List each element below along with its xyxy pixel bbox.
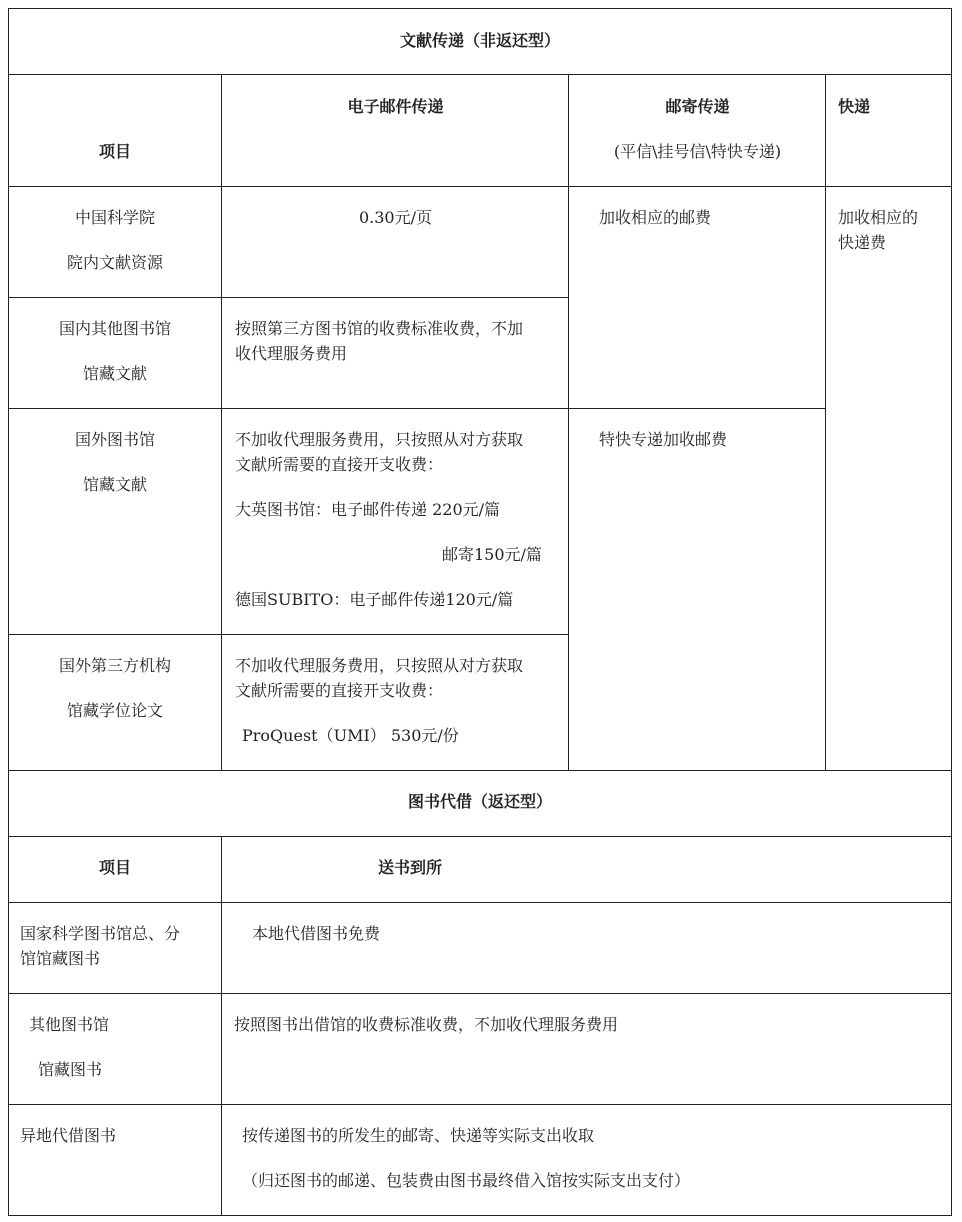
header-mail-delivery: 邮寄传递 bbox=[665, 97, 730, 116]
row-cas-email-fee: 0.30元/页 bbox=[358, 208, 433, 227]
express-fee-cont: 快递费 bbox=[838, 233, 887, 252]
header-express: 快递 bbox=[838, 97, 871, 116]
border bbox=[8, 186, 952, 187]
row-foreign-subito: 德国SUBITO：电子邮件传递120元/篇 bbox=[235, 590, 514, 609]
border bbox=[8, 770, 952, 771]
loan-row-remote-item: 异地代借图书 bbox=[20, 1126, 117, 1145]
border bbox=[8, 408, 826, 409]
loan-row-nsl-item-cont: 馆馆藏图书 bbox=[20, 949, 101, 968]
border bbox=[825, 74, 826, 771]
border bbox=[568, 74, 569, 771]
row-domestic-email-fee: 按照第三方图书馆的收费标准收费，不加 bbox=[235, 319, 524, 338]
header-item-2: 项目 bbox=[98, 858, 131, 877]
border bbox=[221, 836, 222, 1216]
row-thirdparty-email-fee-cont: 文献所需要的直接开支收费： bbox=[235, 681, 444, 700]
header-email-delivery: 电子邮件传递 bbox=[347, 97, 444, 116]
row-thirdparty-item: 国外第三方机构 bbox=[58, 656, 171, 675]
row-cas-item-sub: 院内文献资源 bbox=[66, 253, 163, 272]
section1-title: 文献传递（非返还型） bbox=[399, 31, 560, 50]
loan-row-nsl-item: 国家科学图书馆总、分 bbox=[20, 924, 181, 943]
loan-row-other-item-sub: 馆藏图书 bbox=[38, 1060, 103, 1079]
row-thirdparty-item-sub: 馆藏学位论文 bbox=[66, 701, 163, 720]
border bbox=[8, 8, 952, 9]
border bbox=[8, 836, 952, 837]
border bbox=[8, 902, 952, 903]
border bbox=[8, 8, 9, 1216]
loan-row-nsl-fee: 本地代借图书免费 bbox=[252, 924, 381, 943]
express-fee: 加收相应的 bbox=[838, 208, 919, 227]
row-thirdparty-proquest: ProQuest（UMI） 530元/份 bbox=[242, 726, 459, 745]
mail-fee-foreign: 特快专递加收邮费 bbox=[599, 430, 728, 449]
border bbox=[8, 1104, 952, 1105]
row-domestic-item-sub: 馆藏文献 bbox=[82, 364, 147, 383]
row-cas-item: 中国科学院 bbox=[74, 208, 155, 227]
border bbox=[8, 993, 952, 994]
row-thirdparty-email-fee: 不加收代理服务费用，只按照从对方获取 bbox=[235, 656, 524, 675]
border bbox=[8, 1215, 952, 1216]
border bbox=[8, 74, 952, 75]
row-foreign-email-fee: 不加收代理服务费用，只按照从对方获取 bbox=[235, 430, 524, 449]
row-foreign-item-sub: 馆藏文献 bbox=[82, 475, 147, 494]
row-domestic-email-fee-cont: 收代理服务费用 bbox=[235, 344, 348, 363]
border bbox=[8, 634, 569, 635]
row-foreign-bl-mail: 邮寄150元/篇 bbox=[442, 545, 542, 564]
loan-row-remote-fee: 按传递图书的所发生的邮寄、快递等实际支出收取 bbox=[242, 1126, 595, 1145]
border bbox=[951, 8, 952, 1216]
row-foreign-email-fee-cont: 文献所需要的直接开支收费： bbox=[235, 455, 444, 474]
row-foreign-bl-email: 大英图书馆：电子邮件传递 220元/篇 bbox=[235, 500, 501, 519]
section2-title: 图书代借（返还型） bbox=[407, 792, 552, 811]
mail-fee-domestic: 加收相应的邮费 bbox=[599, 208, 712, 227]
loan-row-other-fee: 按照图书出借馆的收费标准收费，不加收代理服务费用 bbox=[234, 1015, 619, 1034]
border bbox=[8, 297, 569, 298]
row-domestic-item: 国内其他图书馆 bbox=[58, 319, 171, 338]
header-item: 项目 bbox=[98, 142, 131, 161]
row-foreign-item: 国外图书馆 bbox=[74, 430, 155, 449]
header-mail-methods: (平信\挂号信\特快专递) bbox=[613, 142, 782, 161]
loan-row-other-item: 其他图书馆 bbox=[29, 1015, 110, 1034]
header-book-delivery: 送书到所 bbox=[378, 858, 443, 877]
loan-row-remote-note: （归还图书的邮递、包装费由图书最终借入馆按实际支出支付） bbox=[242, 1171, 691, 1190]
